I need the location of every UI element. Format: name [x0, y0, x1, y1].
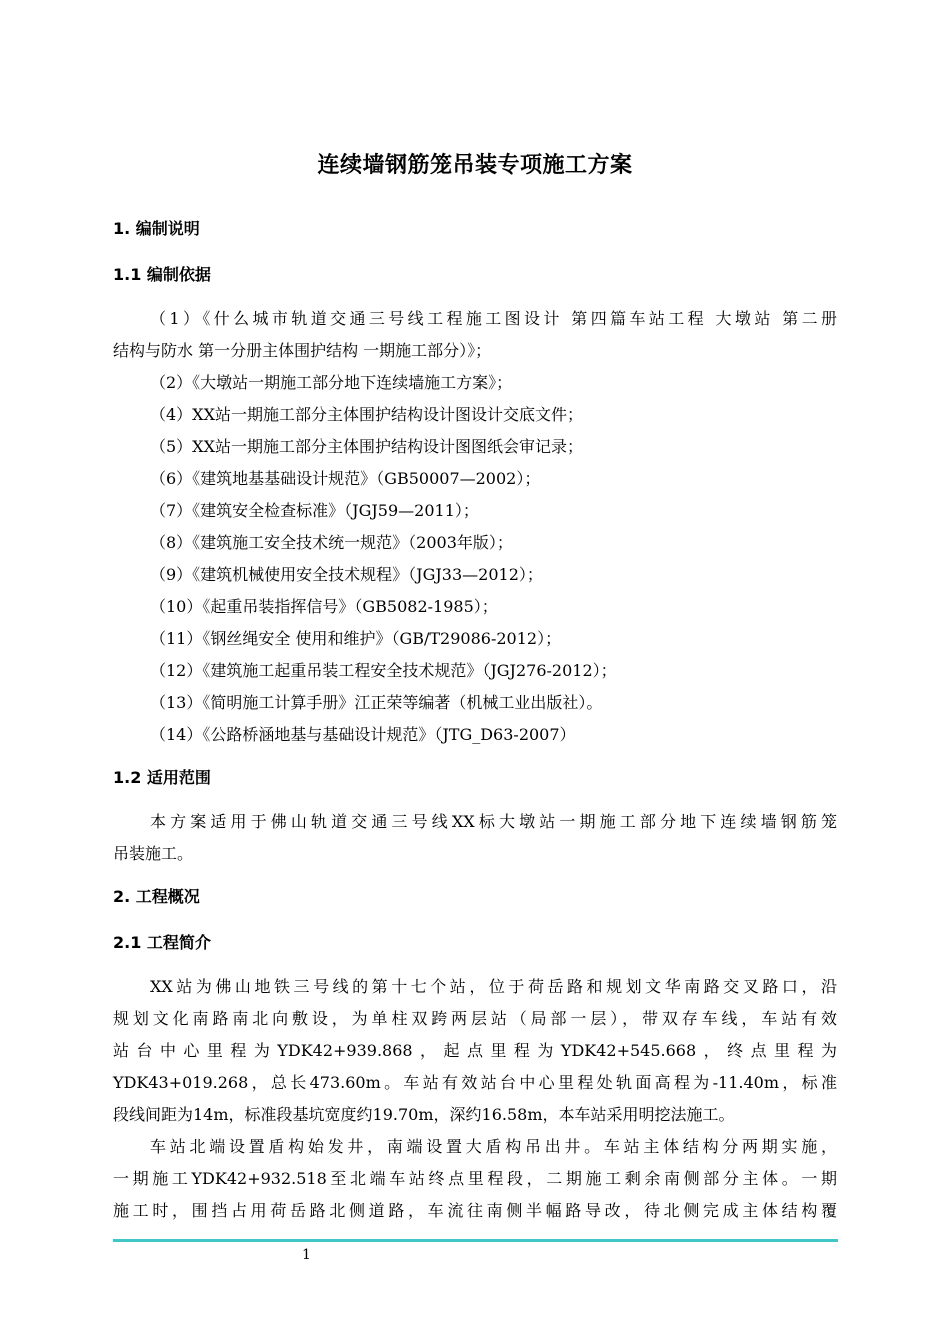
basis-item: （7）《建筑安全检查标准》（JGJ59—2011）；	[150, 501, 479, 520]
intro-paragraph-line: 段线间距为14m，标准段基坑宽度约19.70m，深约16.58m，本车站采用明挖法施工。	[113, 1105, 735, 1124]
intro-paragraph-line: 一期施工YDK42+932.518至北端车站终点里程段，二期施工剩余南侧部分主体。一期	[113, 1169, 837, 1188]
section-heading-1-1: 1.1 编制依据	[113, 265, 211, 284]
intro-paragraph-line: XX站为佛山地铁三号线的第十七个站，位于荷岳路和规划文华南路交叉路口，沿	[150, 977, 837, 996]
basis-item: （9）《建筑机械使用安全技术规程》（JGJ33—2012）；	[150, 565, 543, 584]
intro-paragraph-line: 站台中心里程为YDK42+939.868，起点里程为YDK42+545.668，终点里程为	[113, 1041, 837, 1060]
section-heading-2-1: 2.1 工程简介	[113, 933, 211, 952]
basis-item: （8）《建筑施工安全技术统一规范》（2003年版）；	[150, 533, 513, 552]
basis-item: （11）《钢丝绳安全 使用和维护》（GB/T29086-2012）；	[150, 629, 562, 648]
basis-item: 结构与防水 第一分册主体围护结构 一期施工部分）》；	[113, 341, 492, 360]
basis-item: （14）《公路桥涵地基与基础设计规范》（JTG_D63-2007）	[150, 725, 576, 744]
basis-item: （4）XX站一期施工部分主体围护结构设计图设计交底文件；	[150, 405, 583, 424]
section-heading-1-2: 1.2 适用范围	[113, 768, 211, 787]
basis-item: （5）XX站一期施工部分主体围护结构设计图图纸会审记录；	[150, 437, 583, 456]
intro-paragraph-line: 规划文化南路南北向敷设，为单柱双跨两层站（局部一层），带双存车线，车站有效	[113, 1009, 837, 1028]
page-number: 1	[302, 1247, 311, 1263]
section-heading-2: 2. 工程概况	[113, 887, 200, 906]
basis-item: （12）《建筑施工起重吊装工程安全技术规范》（JGJ276-2012）；	[150, 661, 617, 680]
document-title: 连续墙钢筋笼吊装专项施工方案	[317, 153, 633, 178]
intro-paragraph-line: 车站北端设置盾构始发井，南端设置大盾构吊出井。车站主体结构分两期实施，	[150, 1137, 837, 1156]
scope-paragraph-line: 吊装施工。	[113, 844, 194, 863]
section-heading-1: 1. 编制说明	[113, 219, 200, 238]
basis-item: （2）《大墩站一期施工部分地下连续墙施工方案》；	[150, 373, 513, 392]
scope-paragraph-line: 本方案适用于佛山轨道交通三号线XX标大墩站一期施工部分地下连续墙钢筋笼	[150, 812, 837, 831]
basis-item: （1）《什么城市轨道交通三号线工程施工图设计 第四篇车站工程 大墩站 第二册	[150, 309, 837, 328]
intro-paragraph-line: 施工时，围挡占用荷岳路北侧道路，车流往南侧半幅路导改，待北侧完成主体结构覆	[113, 1201, 837, 1220]
intro-paragraph-line: YDK43+019.268，总长473.60m。车站有效站台中心里程处轨面高程为-11.40m，标准	[113, 1073, 837, 1092]
basis-item: （13）《简明施工计算手册》江正荣等编著（机械工业出版社）。	[150, 693, 603, 712]
basis-item: （6）《建筑地基基础设计规范》（GB50007—2002）；	[150, 469, 541, 488]
footer-rule	[113, 1239, 838, 1242]
basis-item: （10）《起重吊装指挥信号》（GB5082-1985）；	[150, 597, 498, 616]
